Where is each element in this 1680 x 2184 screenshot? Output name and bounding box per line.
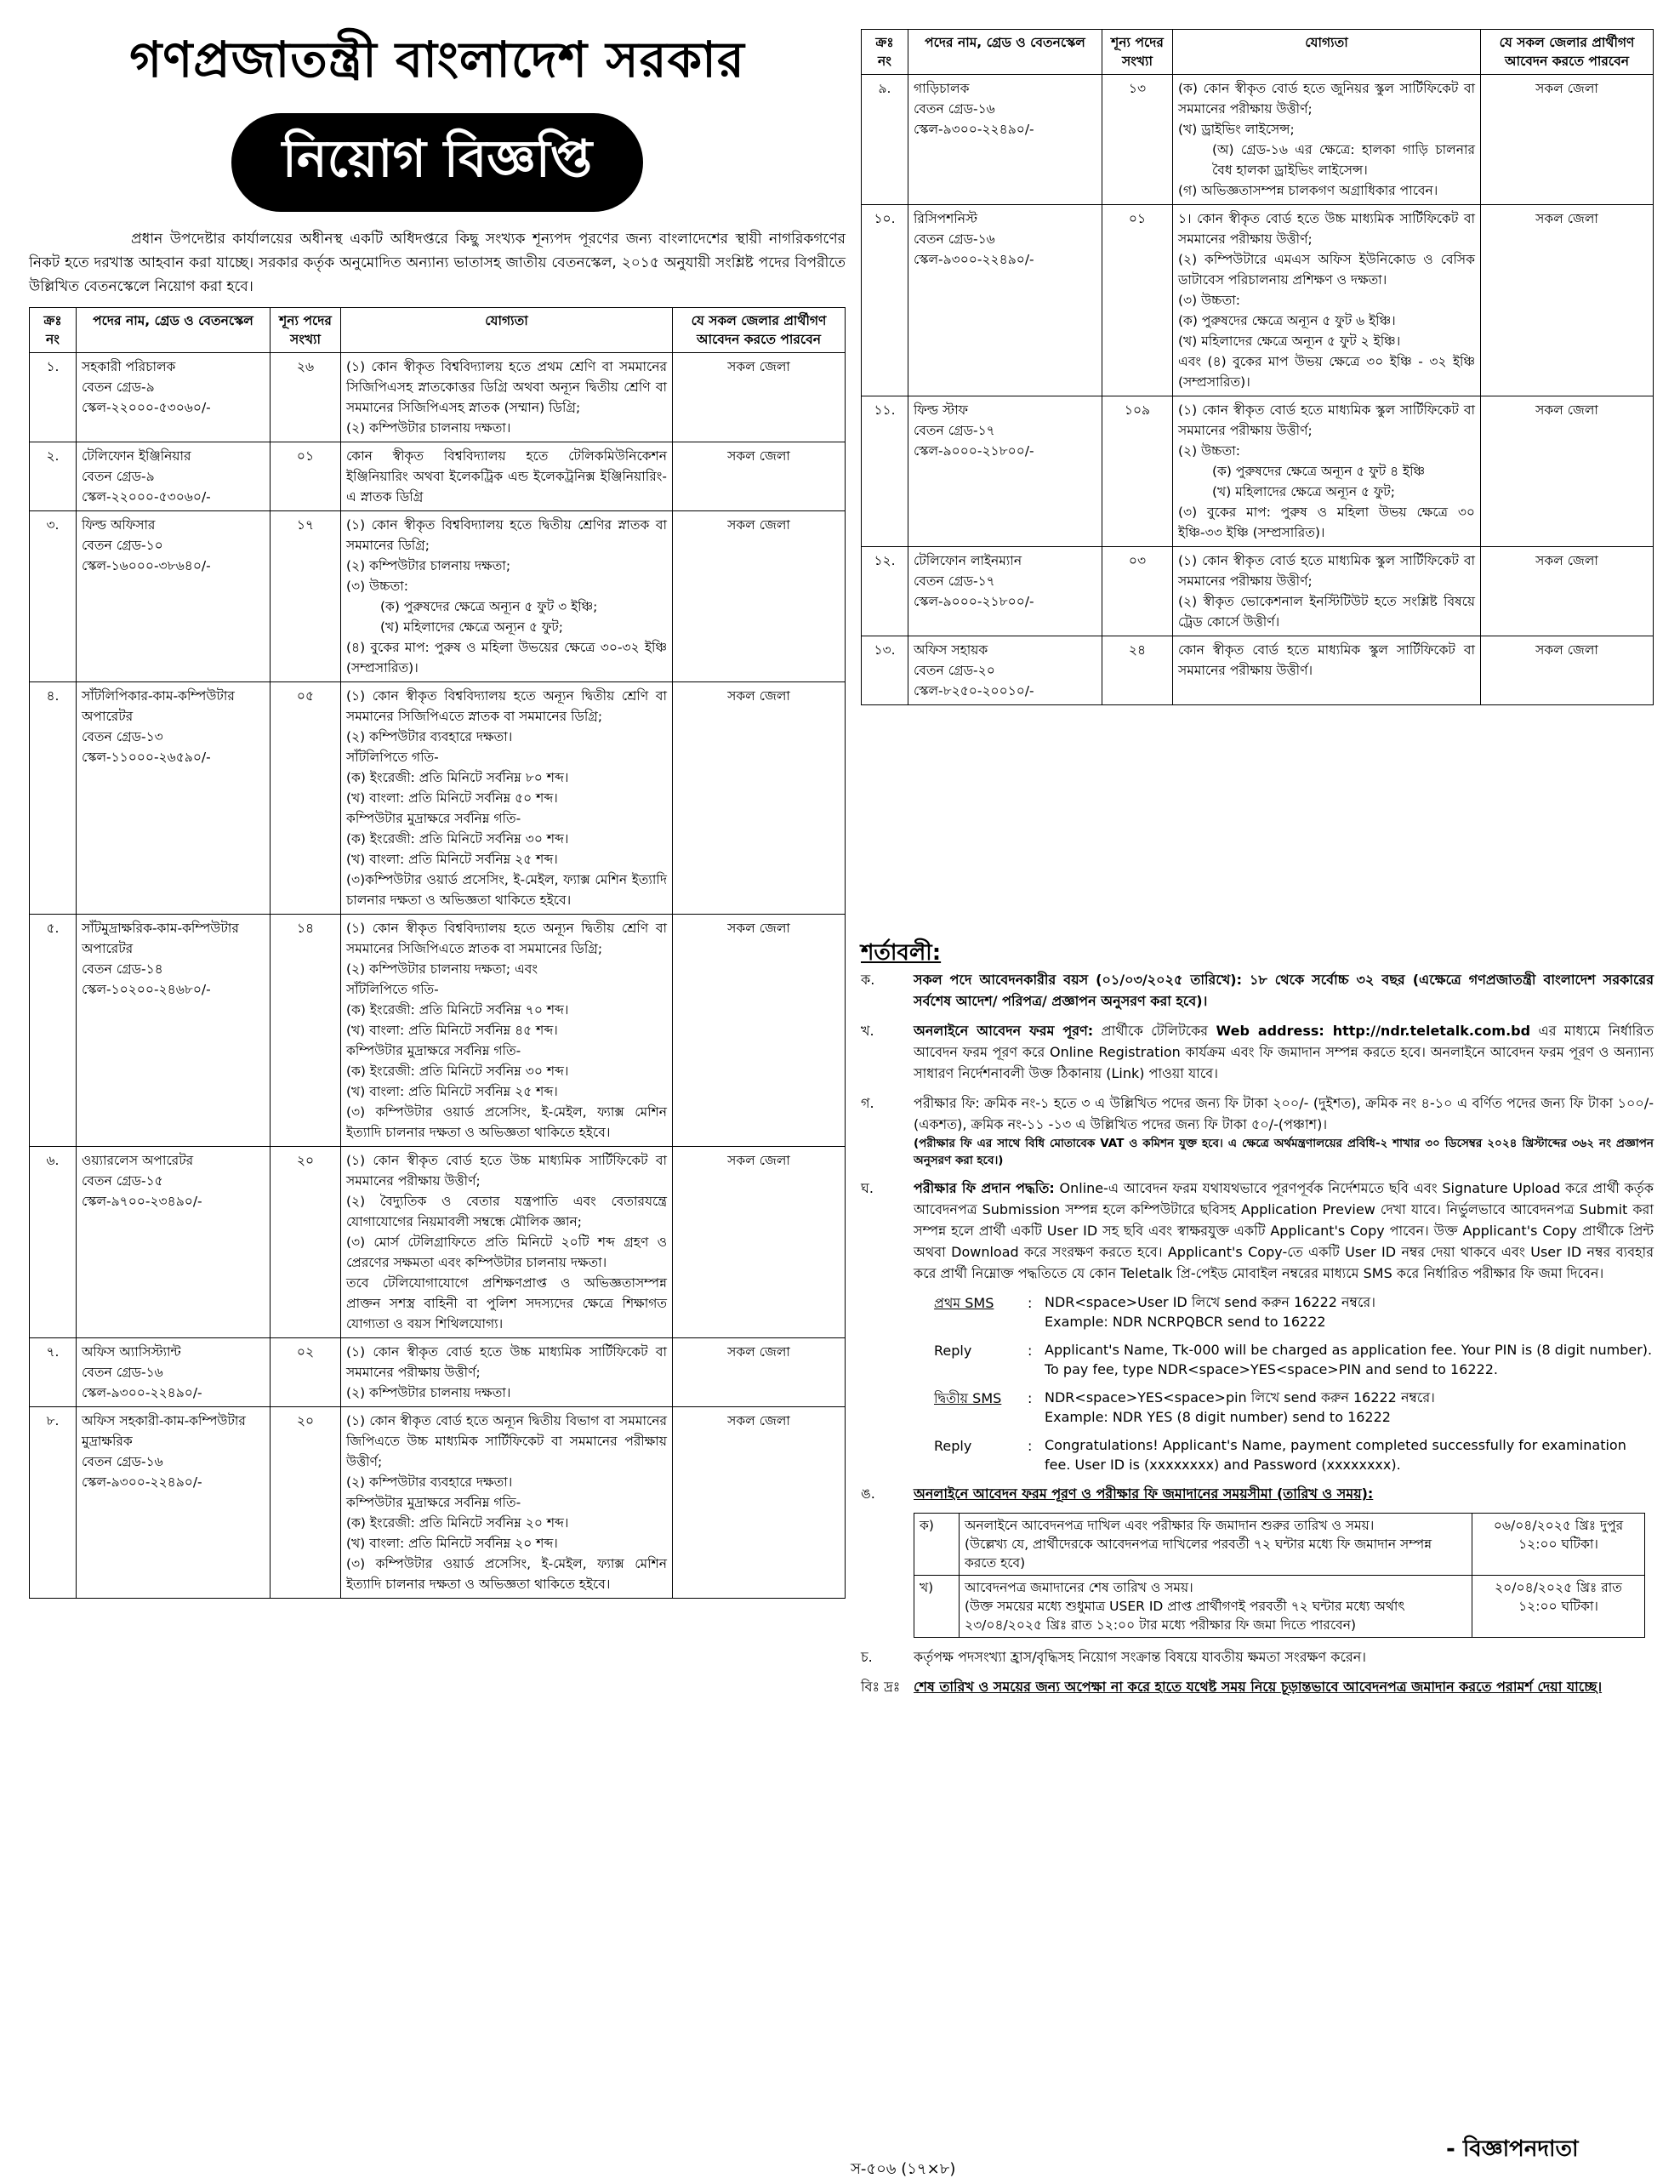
post-name-line: স্কেল-২২০০০-৫৩০৬০/-: [82, 400, 211, 415]
condition-label: বিঃ দ্রঃ: [861, 1679, 901, 1695]
qualification-line: (অ) গ্রেড-১৬ এর ক্ষেত্রে: হালকা গাড়ি চালনার বৈধ হালকা ড্রাইভিং লাইসেন্স।: [1212, 142, 1475, 178]
condition-label: ঙ.: [861, 1485, 875, 1502]
condition-deadline-text: অনলাইনে আবেদন ফরম পূরণ ও পরীক্ষার ফি জমাদানের সময়সীমা (তারিখ ও সময়):: [914, 1485, 1374, 1502]
qualification-line: ১। কোন স্বীকৃত বোর্ড হতে উচ্চ মাধ্যমিক সার্টিফিকেট বা সমমানের পরীক্ষায় উত্তীর্ণ;: [1178, 211, 1475, 247]
header-districts: যে সকল জেলার প্রার্থীগণ আবেদন করতে পারবেন: [673, 308, 846, 353]
post-name-line: ফিল্ড স্টাফ: [914, 402, 968, 418]
government-title: গণপ্রজাতন্ত্রী বাংলাদেশ সরকার: [129, 31, 745, 88]
qualification-line: (১) কোন স্বীকৃত বোর্ড হতে অন্যূন দ্বিতীয় বিভাগ বা সমমানের জিপিএতে উচ্চ মাধ্যমিক সার্টিফিকেট বা সমমানের পরীক্ষায় উত্তীর্ণ;: [346, 1413, 667, 1469]
qualification-line: (১) কোন স্বীকৃত বোর্ড হতে উচ্চ মাধ্যমিক সার্টিফিকেট বা সমমানের পরীক্ষায় উত্তীর্ণ;: [346, 1344, 667, 1380]
sms-separator: :: [1028, 1390, 1033, 1406]
header-vacancy: শূন্য পদের সংখ্যা: [1102, 30, 1173, 75]
deadline-text: অনলাইনে আবেদনপত্র দাখিল এবং পরীক্ষার ফি জমাদান শুরুর তারিখ ও সময়।: [965, 1518, 1375, 1533]
post-vacancy: ০২: [271, 1338, 341, 1407]
deadline-description: [960, 1576, 1472, 1638]
header-vacancy: শূন্য পদের সংখ্যা: [271, 308, 341, 353]
qualification-line: সাঁটলিপিতে গতি-: [346, 982, 439, 997]
condition-method-lead: পরীক্ষার ফি প্রদান পদ্ধতি:: [914, 1180, 1055, 1196]
post-name-line: স্কেল-৯০০০-২১৮০০/-: [914, 443, 1034, 459]
post-name-line: সাঁটলিপিকার-কাম-কম্পিউটার অপারেটর: [82, 688, 235, 724]
qualification-line: (২) কম্পিউটার চালনায় দক্ষতা।: [346, 420, 511, 436]
sms-second-example: Example: NDR YES (8 digit number) send to 16222: [1045, 1409, 1391, 1425]
sms-separator: :: [1028, 1295, 1033, 1311]
post-name-line: স্কেল-৯৭০০-২৩৪৯০/-: [82, 1194, 202, 1209]
post-name-line: ফিল্ড অফিসার: [82, 517, 156, 533]
sms-row-reply1: [934, 1340, 1654, 1379]
post-name-cell: [77, 915, 271, 1147]
post-vacancy: ১৭: [271, 511, 341, 682]
condition-method-text: Online-এ আবেদন ফরম যথাযথভাবে পূরণপূর্বক নির্দেশমতে ছবি এবং Signature Upload করে প্রার্থী কর্তৃক আবেদনপত্র Submission সম্পন্ন হলে কম্পিউটারে ছবিসহ Application Preview দেখা যাবে। নির্ভুলভাবে আবেদনপত্র Submit করা সম্পন্ন হলে প্রার্থী একটি User ID সহ ছবি এবং স্বাক্ষরযুক্ত একটি Applicant's Copy পাবেন। উক্ত Applicant's Copy প্রার্থীকে প্রিন্ট অথবা Download করে সংরক্ষণ করতে হবে। Applicant's Copy-তে একটি User ID নম্বর দেয়া থাকবে এবং User ID নম্বর ব্যবহার করে প্রার্থী নিম্নোক্ত পদ্ধতিতে যে কোন Teletalk প্রি-পেইড মোবাইল নম্বরের মাধ্যমে SMS করে নির্ধারিত পরীক্ষার ফি জমা দিবেন।: [914, 1180, 1654, 1281]
header-sl: ক্রঃ নং: [30, 308, 77, 353]
post-districts: সকল জেলা: [673, 442, 846, 511]
qualification-line: (১) কোন স্বীকৃত বোর্ড হতে মাধ্যমিক স্কুল সার্টিফিকেট বা সমমানের পরীক্ষায় উত্তীর্ণ;: [1178, 553, 1475, 589]
post-name-line: বেতন গ্রেড-১৬: [914, 101, 995, 117]
post-districts: সকল জেলা: [673, 511, 846, 682]
qualification-line: (১) কোন স্বীকৃত বিশ্ববিদ্যালয় হতে অন্যূন দ্বিতীয় শ্রেণি বা সমমানের সিজিপিএতে স্নাতক বা সমমানের ডিগ্রি;: [346, 921, 667, 956]
table-row: [30, 1338, 846, 1407]
qualification-line: (২) কম্পিউটার চালনায় দক্ষতা;: [346, 558, 511, 573]
post-name-line: গাড়িচালক: [914, 81, 970, 96]
table-row: [862, 547, 1654, 636]
table-row: [862, 636, 1654, 705]
post-districts: সকল জেলা: [1481, 75, 1654, 205]
condition-online-lead: অনলাইনে আবেদন ফরম পূরণ:: [914, 1023, 1094, 1039]
qualification-line: (৪) বুকের মাপ: পুরুষ ও মহিলা উভয়ের ক্ষেত্রে ৩০-৩২ ইঞ্চি (সম্প্রসারিত)।: [346, 640, 667, 676]
post-vacancy: ১৩: [1102, 75, 1173, 205]
qualification-line: (২) কম্পিউটার চালনায় দক্ষতা।: [346, 1385, 511, 1400]
post-name-line: রিসিপশনিস্ট: [914, 211, 978, 226]
post-name-line: স্কেল-৯৩০০-২২৪৯০/-: [914, 252, 1034, 267]
left-column: [29, 17, 846, 1599]
post-serial: ১০.: [862, 205, 908, 396]
sms-separator: :: [1028, 1343, 1033, 1359]
deadline-table: [914, 1513, 1645, 1638]
post-name-line: বেতন গ্রেড-১৬: [914, 231, 995, 247]
qualification-line: (২) কম্পিউটার চালনায় দক্ষতা; এবং: [346, 961, 538, 977]
post-serial: ৮.: [30, 1407, 77, 1599]
conditions-section: [861, 940, 1654, 1706]
post-name-line: সাঁটমুদ্রাক্ষরিক-কাম-কম্পিউটার অপারেটর: [82, 921, 239, 956]
post-name-line: বেতন গ্রেড-৯: [82, 379, 155, 395]
notice-title: নিয়োগ বিজ্ঞপ্তি: [231, 113, 644, 212]
post-districts: সকল জেলা: [673, 1338, 846, 1407]
deadline-date: ২০/০৪/২০২৫ খ্রিঃ রাত ১২:০০ ঘটিকা।: [1472, 1576, 1645, 1638]
deadline-row: [914, 1576, 1645, 1638]
conditions-heading: শর্তাবলী:: [861, 940, 942, 966]
post-name-cell: [908, 636, 1102, 705]
post-name-line: বেতন গ্রেড-১০: [82, 538, 163, 553]
qualification-line: কোন স্বীকৃত বোর্ড হতে মাধ্যমিক স্কুল সার্টিফিকেট বা সমমানের পরীক্ষায় উত্তীর্ণ।: [1178, 642, 1475, 678]
post-vacancy: ১০৯: [1102, 396, 1173, 547]
condition-fee-text: পরীক্ষার ফি: ক্রমিক নং-১ হতে ৩ এ উল্লিখিত পদের জন্য ফি টাকা ২০০/- (দুইশত), ক্রমিক নং ৪-১০ এ বর্ণিত পদের জন্য ফি টাকা ১০০/- (একশত), ক্রমিক নং-১১ -১৩ এ উল্লিখিত পদের জন্য ফি টাকা ৫০/-(পঞ্চাশ)।: [914, 1095, 1654, 1132]
qualification-line: (খ) মহিলাদের ক্ষেত্রে অন্যূন ৫ ফুট ২ ইঞ্চি।: [1178, 334, 1401, 349]
table-row: [30, 682, 846, 915]
posts-table-left: [29, 307, 846, 1599]
qualification-line: (২) কম্পিউটার ব্যবহারে দক্ষতা।: [346, 1474, 513, 1490]
post-serial: ১১.: [862, 396, 908, 547]
header-post-name: পদের নাম, গ্রেড ও বেতনস্কেল: [77, 308, 271, 353]
sms-first-example: Example: NDR NCRPQBCR send to 16222: [1045, 1314, 1326, 1330]
condition-exam-fee: [861, 1092, 1654, 1169]
post-serial: ৯.: [862, 75, 908, 205]
condition-age-text: সকল পদে আবেদনকারীর বয়স (০১/০৩/২০২৫ তারিখে): ১৮ থেকে সর্বোচ্চ ৩২ বছর (এক্ষেত্রে গণপ্রজাতন্ত্রী বাংলাদেশ সরকারের সর্বশেষ আদেশ/ পরিপত্র/ প্রজ্ঞাপন অনুসরণ করা হবে)।: [914, 972, 1654, 1009]
posts-body-left: [30, 353, 846, 1599]
post-name-cell: [77, 1407, 271, 1599]
post-serial: ৪.: [30, 682, 77, 915]
post-qualification: [341, 1338, 673, 1407]
post-districts: সকল জেলা: [673, 1407, 846, 1599]
post-qualification: [341, 1147, 673, 1338]
deadline-note: (উক্ত সময়ের মধ্যে শুধুমাত্র USER ID প্রাপ্ত প্রার্থীগণই পরবর্তী ৭২ ঘন্টার মধ্যে অর্থাৎ ২৩/০৪/২০২৫ খ্রিঃ রাত ১২:০০ টার মধ্যে পরীক্ষার ফি জমা দিতে পারবেন): [965, 1599, 1405, 1633]
post-districts: সকল জেলা: [1481, 547, 1654, 636]
table-header-row: [30, 308, 846, 353]
post-name-line: স্কেল-২২০০০-৫৩০৬০/-: [82, 489, 211, 505]
post-vacancy: ১৪: [271, 915, 341, 1147]
table-row: [30, 353, 846, 442]
table-row: [30, 442, 846, 511]
sms-instructions: [934, 1292, 1654, 1474]
post-name-cell: [908, 205, 1102, 396]
deadline-note: (উল্লেখ্য যে, প্রার্থীদেরকে আবেদনপত্র দাখিলের পরবর্তী ৭২ ঘন্টার মধ্যে ফি জমাদান সম্পন্ন করতে হবে): [965, 1537, 1432, 1571]
post-name-line: বেতন গ্রেড-১৬: [82, 1365, 163, 1380]
post-districts: সকল জেলা: [1481, 396, 1654, 547]
post-districts: সকল জেলা: [673, 353, 846, 442]
sms-second-label: দ্বিতীয় SMS: [934, 1390, 1002, 1406]
qualification-line: (খ) বাংলা: প্রতি মিনিটে সর্বনিম্ন ২৫ শব্দ।: [346, 1084, 558, 1099]
post-vacancy: ০১: [1102, 205, 1173, 396]
post-qualification: [1173, 636, 1481, 705]
post-name-cell: [908, 75, 1102, 205]
post-name-cell: [908, 547, 1102, 636]
post-name-cell: [77, 511, 271, 682]
post-qualification: [341, 682, 673, 915]
post-serial: ৫.: [30, 915, 77, 1147]
condition-label: খ.: [861, 1023, 874, 1039]
post-qualification: [1173, 547, 1481, 636]
qualification-line: (২) কম্পিউটারে এমএস অফিস ইউনিকোড ও বেসিক ডাটাবেস পরিচালনায় প্রশিক্ষণ ও দক্ষতা।: [1178, 252, 1475, 288]
header-post-name: পদের নাম, গ্রেড ও বেতনস্কেল: [908, 30, 1102, 75]
condition-label: ক.: [861, 972, 875, 988]
qualification-line: (ক) ইংরেজী: প্রতি মিনিটে সর্বনিম্ন ৭০ শব্দ।: [346, 1002, 569, 1018]
table-row: [30, 1147, 846, 1338]
qualification-line: (৩) বুকের মাপ: পুরুষ ও মহিলা উভয় ক্ষেত্রে ৩০ ইঞ্চি-৩৩ ইঞ্চি (সম্প্রসারিত)।: [1178, 505, 1475, 540]
post-name-cell: [908, 396, 1102, 547]
post-vacancy: ২০: [271, 1147, 341, 1338]
post-districts: সকল জেলা: [1481, 205, 1654, 396]
post-name-cell: [77, 353, 271, 442]
post-name-line: বেতন গ্রেড-১৪: [82, 961, 163, 977]
post-name-line: বেতন গ্রেড-১৬: [82, 1454, 163, 1469]
header-sl: ক্রঃ নং: [862, 30, 908, 75]
table-row: [30, 511, 846, 682]
qualification-line: (১) কোন স্বীকৃত বোর্ড হতে মাধ্যমিক স্কুল সার্টিফিকেট বা সমমানের পরীক্ষায় উত্তীর্ণ;: [1178, 402, 1475, 438]
qualification-line: (১) কোন স্বীকৃত বিশ্ববিদ্যালয় হতে দ্বিতীয় শ্রেণির স্নাতক বা সমমানের ডিগ্রি;: [346, 517, 667, 553]
qualification-line: (১) কোন স্বীকৃত বিশ্ববিদ্যালয় হতে প্রথম শ্রেণি বা সমমানের সিজিপিএসহ স্নাতকোত্তর ডিগ্রি অথবা অন্যূন দ্বিতীয় শ্রেণি বা সমমানের সিজিপিএসহ স্নাতক (সম্মান) ডিগ্রি;: [346, 359, 667, 415]
qualification-line: (৩)কম্পিউটার ওয়ার্ড প্রসেসিং, ই-মেইল, ফ্যাক্স মেশিন ইত্যাদি চালনার দক্ষতা ও অভিজ্ঞতা থাকিতে হইবে।: [346, 872, 667, 908]
sms-separator: :: [1028, 1438, 1033, 1454]
qualification-line: কম্পিউটার মুদ্রাক্ষরে সর্বনিম্ন গতি-: [346, 1495, 521, 1510]
post-name-line: অফিস সহকারী-কাম-কম্পিউটার মুদ্রাক্ষরিক: [82, 1413, 246, 1449]
post-name-line: স্কেল-৯০০০-২১৮০০/-: [914, 594, 1034, 609]
qualification-line: (১) কোন স্বীকৃত বিশ্ববিদ্যালয় হতে অন্যূন দ্বিতীয় শ্রেণি বা সমমানের সিজিপিএতে স্নাতক বা সমমানের ডিগ্রি;: [346, 688, 667, 724]
condition-label: ঘ.: [861, 1180, 874, 1196]
post-name-line: বেতন গ্রেড-১৭: [914, 573, 995, 589]
qualification-line: (ক) পুরুষদের ক্ষেত্রে অন্যূন ৫ ফুট ৬ ইঞ্চি।: [1178, 313, 1396, 328]
post-qualification: [341, 915, 673, 1147]
post-name-line: সহকারী পরিচালক: [82, 359, 176, 374]
sms-first-label: প্রথম SMS: [934, 1295, 994, 1311]
post-qualification: [341, 442, 673, 511]
table-row: [862, 205, 1654, 396]
deadline-text: আবেদনপত্র জমাদানের শেষ তারিখ ও সময়।: [965, 1580, 1193, 1595]
header-qualification: যোগ্যতা: [341, 308, 673, 353]
table-header-row: [862, 30, 1654, 75]
reply-first-text: Applicant's Name, Tk-000 will be charged as application fee. Your PIN is (8 digit number). To pay fee, type NDR<space>YES<space>PIN and send to 16222.: [1045, 1342, 1653, 1377]
deadline-row: [914, 1514, 1645, 1576]
qualification-line: (খ) ড্রাইভিং লাইসেন্স;: [1178, 122, 1295, 137]
header-qualification: যোগ্যতা: [1173, 30, 1481, 75]
post-qualification: [1173, 396, 1481, 547]
post-qualification: [341, 1407, 673, 1599]
deadline-label: ক): [914, 1514, 960, 1576]
qualification-line: (২) স্বীকৃত ভোকেশনাল ইনস্টিটিউট হতে সংশ্লিষ্ট বিষয়ে ট্রেড কোর্সে উত্তীর্ণ।: [1178, 594, 1475, 630]
qualification-line: কম্পিউটার মুদ্রাক্ষরে সর্বনিম্ন গতি-: [346, 1043, 521, 1058]
qualification-line: এবং (৪) বুকের মাপ উভয় ক্ষেত্রে ৩০ ইঞ্চি - ৩২ ইঞ্চি (সম্প্রসারিত)।: [1178, 354, 1475, 390]
condition-age: [861, 969, 1654, 1012]
condition-fee-note: (পরীক্ষার ফি এর সাথে বিধি মোতাবেক VAT ও কমিশন যুক্ত হবে। এ ক্ষেত্রে অর্থমন্ত্রণালয়ের প্রবিধি-২ শাখার ৩০ ডিসেম্বর ২০২৪ খ্রিস্টাব্দের ৩৬২ নং প্রজ্ঞাপন অনুসরণ করা হবে।): [914, 1137, 1654, 1167]
post-name-line: স্কেল-৯৩০০-২২৪৯০/-: [914, 122, 1034, 137]
qualification-line: (গ) অভিজ্ঞতাসম্পন্ন চালকগণ অগ্রাধিকার পাবেন।: [1178, 183, 1438, 198]
qualification-line: (ক) ইংরেজী: প্রতি মিনিটে সর্বনিম্ন ৩০ শব্দ।: [346, 1063, 569, 1079]
post-name-line: টেলিফোন লাইনম্যান: [914, 553, 1022, 568]
post-name-cell: [77, 1338, 271, 1407]
qualification-line: সাঁটলিপিতে গতি-: [346, 750, 439, 765]
post-vacancy: ২০: [271, 1407, 341, 1599]
qualification-line: (ক) পুরুষদের ক্ষেত্রে অন্যূন ৫ ফুট ৩ ইঞ্চি;: [380, 599, 598, 614]
qualification-line: (১) কোন স্বীকৃত বোর্ড হতে উচ্চ মাধ্যমিক সার্টিফিকেট বা সমমানের পরীক্ষায় উত্তীর্ণ;: [346, 1153, 667, 1189]
post-districts: সকল জেলা: [673, 1147, 846, 1338]
table-row: [862, 396, 1654, 547]
condition-authority: [861, 1646, 1654, 1668]
post-districts: সকল জেলা: [673, 682, 846, 915]
post-name-line: বেতন গ্রেড-১৫: [82, 1173, 163, 1189]
qualification-line: (খ) বাংলা: প্রতি মিনিটে সর্বনিম্ন ৪৫ শব্দ।: [346, 1023, 558, 1038]
post-name-cell: [77, 1147, 271, 1338]
reply-label: Reply: [934, 1438, 972, 1454]
condition-note-text: শেষ তারিখ ও সময়ের জন্য অপেক্ষা না করে হাতে যথেষ্ট সময় নিয়ে চূড়ান্তভাবে আবেদনপত্র জমাদান করতে পরামর্শ দেয়া যাচ্ছে।: [914, 1679, 1603, 1695]
sms-row-second: [934, 1388, 1654, 1427]
condition-online-text1: প্রার্থীকে টেলিটকের: [1093, 1023, 1216, 1039]
intro-paragraph: প্রধান উপদেষ্টার কার্যালয়ের অধীনস্থ একটি অধিদপ্তরে কিছু সংখ্যক শূন্যপদ পূরণের জন্য বাংলাদেশের স্থায়ী নাগরিকগণের নিকট হতে দরখাস্ত আহবান করা যাচ্ছে। সরকার কর্তৃক অনুমোদিত অন্যান্য ভাতাসহ জাতীয় বেতনস্কেল, ২০১৫ অনুযায়ী সংশ্লিষ্ট পদের বিপরীতে উল্লিখিত বেতনস্কেলে নিয়োগ করা হবে।: [29, 231, 846, 295]
table-row: [30, 915, 846, 1147]
condition-deadline: [861, 1483, 1654, 1504]
post-name-line: বেতন গ্রেড-২০: [914, 663, 995, 678]
post-name-line: বেতন গ্রেড-১৩: [82, 729, 163, 744]
posts-table-right: [861, 29, 1654, 705]
post-name-cell: [77, 682, 271, 915]
posts-body-right: [862, 75, 1654, 705]
post-serial: ১৩.: [862, 636, 908, 705]
condition-fee-method: [861, 1178, 1654, 1284]
qualification-line: (৩) মোর্স টেলিগ্রাফিতে প্রতি মিনিটে ২০টি শব্দ গ্রহণ ও প্রেরণের সক্ষমতা এবং কম্পিউটার চালনায় দক্ষতা।: [346, 1235, 667, 1270]
reply-label: Reply: [934, 1343, 972, 1359]
qualification-line: (ক) ইংরেজী: প্রতি মিনিটে সর্বনিম্ন ৩০ শব্দ।: [346, 831, 569, 847]
post-serial: ৬.: [30, 1147, 77, 1338]
post-name-line: টেলিফোন ইঞ্জিনিয়ার: [82, 448, 191, 464]
condition-label: গ.: [861, 1095, 874, 1111]
post-name-line: স্কেল-১৬০০০-৩৮৬৪০/-: [82, 558, 211, 573]
post-qualification: [1173, 75, 1481, 205]
post-name-line: অফিস অ্যাসিস্ট্যান্ট: [82, 1344, 181, 1360]
qualification-line: (খ) বাংলা: প্রতি মিনিটে সর্বনিম্ন ২০ শব্দ।: [346, 1536, 558, 1551]
post-vacancy: ০১: [271, 442, 341, 511]
post-name-line: স্কেল-১০২০০-২৪৬৮০/-: [82, 982, 211, 997]
condition-authority-text: কর্তৃপক্ষ পদসংখ্যা হ্রাস/বৃদ্ধিসহ নিয়োগ সংক্রান্ত বিষয়ে যাবতীয় ক্ষমতা সংরক্ষণ করেন।: [914, 1649, 1366, 1665]
qualification-line: (৩) কম্পিউটার ওয়ার্ড প্রসেসিং, ই-মেইল, ফ্যাক্স মেশিন ইত্যাদি চালনার দক্ষতা ও অভিজ্ঞতা থাকিতে হইবে।: [346, 1104, 667, 1140]
table-row: [30, 1407, 846, 1599]
post-qualification: [1173, 205, 1481, 396]
post-name-line: বেতন গ্রেড-৯: [82, 469, 155, 484]
qualification-line: (খ) বাংলা: প্রতি মিনিটে সর্বনিম্ন ৫০ শব্দ।: [346, 790, 558, 806]
post-name-line: ওয়্যারলেস অপারেটর: [82, 1153, 194, 1168]
right-column: [861, 29, 1654, 705]
sms-row-reply2: [934, 1435, 1654, 1474]
sms-second-text: NDR<space>YES<space>pin লিখে send করুন 16222 নম্বরে।: [1045, 1389, 1435, 1406]
reply-second-text: Congratulations! Applicant's Name, payment completed successfully for examination fee. User ID is (xxxxxxxx) and Password (xxxxxxxx).: [1045, 1437, 1626, 1473]
post-serial: ৭.: [30, 1338, 77, 1407]
qualification-line: (২) উচ্চতা:: [1178, 443, 1240, 459]
qualification-line: কম্পিউটার মুদ্রাক্ষরে সর্বনিম্ন গতি-: [346, 811, 521, 826]
qualification-line: (৩) উচ্চতা:: [1178, 293, 1240, 308]
post-serial: ৩.: [30, 511, 77, 682]
post-districts: সকল জেলা: [1481, 636, 1654, 705]
publication-code: স-৫০৬ (১৭×৮): [851, 2160, 956, 2178]
qualification-line: (ক) ইংরেজী: প্রতি মিনিটে সর্বনিম্ন ২০ শব্দ।: [346, 1515, 569, 1531]
deadline-description: [960, 1514, 1472, 1576]
post-name-line: স্কেল-৯৩০০-২২৪৯০/-: [82, 1385, 202, 1400]
sms-first-text: NDR<space>User ID লিখে send করুন 16222 নম্বরে।: [1045, 1294, 1375, 1310]
post-vacancy: ০৫: [271, 682, 341, 915]
qualification-line: (৩) উচ্চতা:: [346, 579, 408, 594]
condition-label: চ.: [861, 1649, 873, 1665]
post-name-line: স্কেল-৯৩০০-২২৪৯০/-: [82, 1474, 202, 1490]
post-serial: ১২.: [862, 547, 908, 636]
post-qualification: [341, 353, 673, 442]
condition-online-form: [861, 1020, 1654, 1084]
post-name-line: স্কেল-৮২৫০-২০০১০/-: [914, 683, 1034, 699]
post-name-cell: [77, 442, 271, 511]
post-vacancy: ০৩: [1102, 547, 1173, 636]
post-qualification: [341, 511, 673, 682]
deadline-date: ০৬/০৪/২০২৫ খ্রিঃ দুপুর ১২:০০ ঘটিকা।: [1472, 1514, 1645, 1576]
qualification-line: (৩) কম্পিউটার ওয়ার্ড প্রসেসিং, ই-মেইল, ফ্যাক্স মেশিন ইত্যাদি চালনার দক্ষতা ও অভিজ্ঞতা থাকিতে হইবে।: [346, 1556, 667, 1592]
post-name-line: অফিস সহায়ক: [914, 642, 988, 658]
condition-note: [861, 1676, 1654, 1697]
qualification-line: (ক) কোন স্বীকৃত বোর্ড হতে জুনিয়র স্কুল সার্টিফিকেট বা সমমানের পরীক্ষায় উত্তীর্ণ;: [1178, 81, 1475, 117]
qualification-line: (ক) পুরুষদের ক্ষেত্রে অন্যূন ৫ ফুট ৪ ইঞ্চি: [1212, 464, 1426, 479]
qualification-line: (খ) বাংলা: প্রতি মিনিটে সর্বনিম্ন ২৫ শব্দ।: [346, 852, 558, 867]
qualification-line: (২) কম্পিউটার ব্যবহারে দক্ষতা।: [346, 729, 513, 744]
sms-row-first: [934, 1292, 1654, 1331]
header-districts: যে সকল জেলার প্রার্থীগণ আবেদন করতে পারবেন: [1481, 30, 1654, 75]
qualification-line: কোন স্বীকৃত বিশ্ববিদ্যালয় হতে টেলিকমিউনিকেশন ইঞ্জিনিয়ারিং অথবা ইলেকট্রিক এন্ড ইলেকট্রনিক্স ইঞ্জিনিয়ারিং-এ স্নাতক ডিগ্রি: [346, 448, 667, 505]
post-name-line: বেতন গ্রেড-১৭: [914, 423, 995, 438]
post-serial: ২.: [30, 442, 77, 511]
post-districts: সকল জেলা: [673, 915, 846, 1147]
post-vacancy: ২৬: [271, 353, 341, 442]
post-vacancy: ২৪: [1102, 636, 1173, 705]
qualification-line: (ক) ইংরেজী: প্রতি মিনিটে সর্বনিম্ন ৮০ শব্দ।: [346, 770, 569, 785]
advertiser-signoff: - বিজ্ঞাপনদাতা: [1446, 2136, 1579, 2162]
qualification-line: তবে টেলিযোগাযোগে প্রশিক্ষণপ্রাপ্ত ও অভিজ্ঞতাসম্পন্ন প্রাক্তন সশস্ত্র বাহিনী বা পুলিশ সদস্যদের ক্ষেত্রে শিক্ষাগত যোগ্যতা ও বয়স শিথিলযোগ্য।: [346, 1275, 667, 1331]
condition-online-text2: এর মাধ্যমে নির্ধারিত আবেদন ফরম পূরণ করে Online Registration কার্যক্রম এবং ফি জমাদান সম্পন্ন করতে হবে। অনলাইনে আবেদন ফরম পূরণ ও অন্যান্য সাধারণ নির্দেশনাবলী উক্ত ঠিকানায় (Link) পাওয়া যাবে।: [914, 1023, 1654, 1081]
deadline-label: খ): [914, 1576, 960, 1638]
web-address[interactable]: Web address: http://ndr.teletalk.com.bd: [1216, 1023, 1531, 1039]
post-serial: ১.: [30, 353, 77, 442]
qualification-line: (২) বৈদ্যুতিক ও বেতার যন্ত্রপাতি এবং বেতারযন্ত্রে যোগাযোগের নিয়মাবলী সম্বন্ধে মৌলিক জ্ঞান;: [346, 1194, 667, 1229]
post-name-line: স্কেল-১১০০০-২৬৫৯০/-: [82, 750, 211, 765]
qualification-line: (খ) মহিলাদের ক্ষেত্রে অন্যূন ৫ ফুট;: [380, 619, 563, 635]
qualification-line: (খ) মহিলাদের ক্ষেত্রে অন্যূন ৫ ফুট;: [1212, 484, 1395, 499]
table-row: [862, 75, 1654, 205]
